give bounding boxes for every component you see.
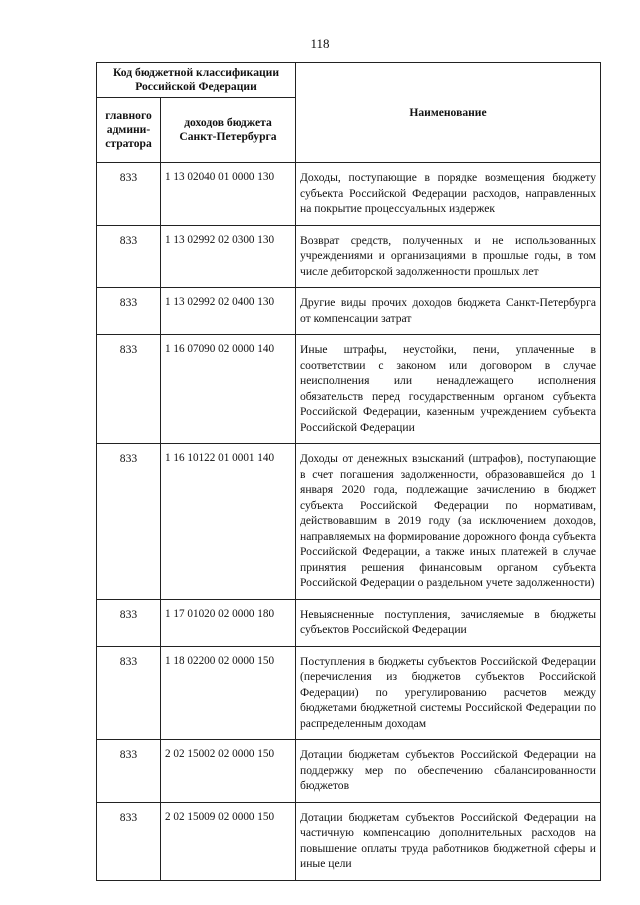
table-row xyxy=(97,646,601,740)
table-row xyxy=(97,740,601,803)
admin-code-cell: 833 xyxy=(97,599,161,646)
admin-column-header: главного админи-стратора xyxy=(97,98,161,163)
income-code-cell: 1 16 07090 02 0000 140 xyxy=(161,335,296,444)
name-cell: Доходы, поступающие в порядке возмещения бюджету субъекта Российской Федерации расходов, направленных на покрытие процессуальных издержек xyxy=(296,163,601,226)
name-cell: Другие виды прочих доходов бюджета Санкт-Петербурга от компенсации затрат xyxy=(296,288,601,335)
income-code-cell: 1 13 02992 02 0300 130 xyxy=(161,225,296,288)
admin-code-cell: 833 xyxy=(97,802,161,880)
budget-classification-table xyxy=(96,62,601,881)
table-row xyxy=(97,802,601,880)
name-cell: Дотации бюджетам субъектов Российской Федерации на частичную компенсацию дополнительных расходов на повышение оплаты труда работников бюджетной сферы и иные цели xyxy=(296,802,601,880)
income-code-cell: 1 13 02040 01 0000 130 xyxy=(161,163,296,226)
admin-code-cell: 833 xyxy=(97,444,161,600)
income-code-cell: 2 02 15002 02 0000 150 xyxy=(161,740,296,803)
name-cell: Невыясненные поступления, зачисляемые в бюджеты субъектов Российской Федерации xyxy=(296,599,601,646)
table-row xyxy=(97,444,601,600)
income-code-cell: 2 02 15009 02 0000 150 xyxy=(161,802,296,880)
name-cell: Доходы от денежных взысканий (штрафов), поступающие в счет погашения задолженности, образовавшейся до 1 января 2020 года, подлежащие зачислению в бюджет субъекта Российской Федерации по нормативам, действовавшим в 2019 году (за исключением доходов, направляемых на формирование дорожного фонда субъекта Российской Федерации, а также иных платежей в случае принятия решения финансовым органом субъекта Российской Федерации о раздельном учете задолженности) xyxy=(296,444,601,600)
name-cell: Иные штрафы, неустойки, пени, уплаченные в соответствии с законом или договором в случае неисполнения или ненадлежащего исполнения обязательств перед государственным органом субъекта Российской Федерации, казенным учреждением субъекта Российской Федерации xyxy=(296,335,601,444)
admin-code-cell: 833 xyxy=(97,225,161,288)
table-row xyxy=(97,599,601,646)
income-code-cell: 1 16 10122 01 0001 140 xyxy=(161,444,296,600)
income-code-cell: 1 17 01020 02 0000 180 xyxy=(161,599,296,646)
income-code-cell: 1 18 02200 02 0000 150 xyxy=(161,646,296,740)
table-row xyxy=(97,288,601,335)
table-row xyxy=(97,225,601,288)
admin-code-cell: 833 xyxy=(97,288,161,335)
admin-code-cell: 833 xyxy=(97,335,161,444)
name-cell: Поступления в бюджеты субъектов Российской Федерации (перечисления из бюджетов субъектов Российской Федерации) по урегулированию расчетов между бюджетами бюджетной системы Российской Федерации по распределенным доходам xyxy=(296,646,601,740)
name-column-header: Наименование xyxy=(296,63,601,163)
admin-code-cell: 833 xyxy=(97,740,161,803)
name-cell: Дотации бюджетам субъектов Российской Федерации на поддержку мер по обеспечению сбалансированности бюджетов xyxy=(296,740,601,803)
income-column-header: доходов бюджета Санкт-Петербурга xyxy=(161,98,296,163)
page-number: 118 xyxy=(310,36,330,51)
admin-code-cell: 833 xyxy=(97,163,161,226)
income-code-cell: 1 13 02992 02 0400 130 xyxy=(161,288,296,335)
admin-code-cell: 833 xyxy=(97,646,161,740)
table-row xyxy=(97,163,601,226)
table-row xyxy=(97,335,601,444)
classification-group-header: Код бюджетной классификации Российской Федерации xyxy=(97,63,296,98)
name-cell: Возврат средств, полученных и не использованных учреждениями и организациями в прошлые годы, в том числе дебиторской задолженности прошлых лет xyxy=(296,225,601,288)
